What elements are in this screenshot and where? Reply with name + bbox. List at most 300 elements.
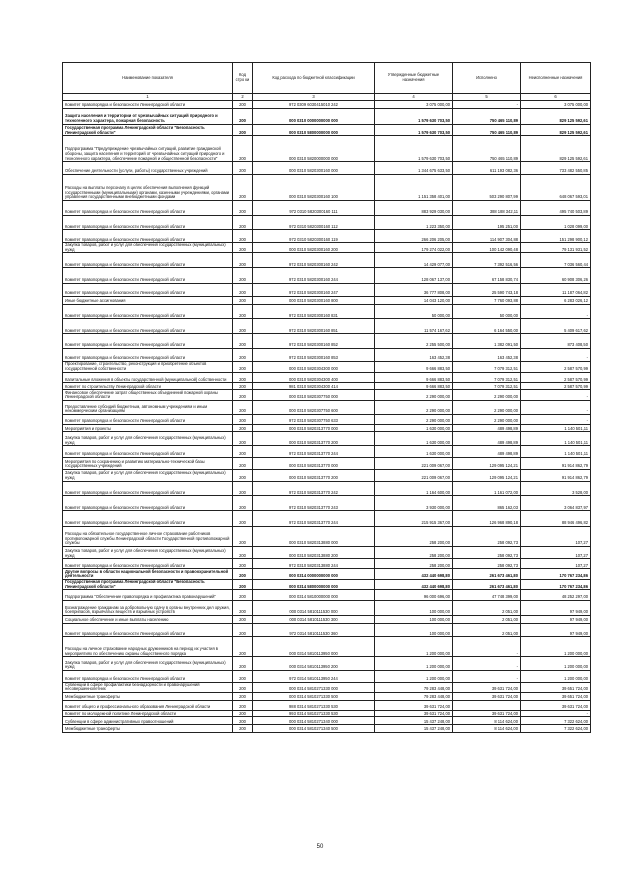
budget-code-cell: 972 0310 5820300160 247: [253, 283, 375, 296]
budget-code-cell: 000 0310 5820300160 100: [253, 174, 375, 200]
indicator-name-cell: Комитет общего и профессионального образования Ленинградской области: [63, 700, 233, 710]
table-row: [63, 414, 591, 424]
unexecuted-amount-cell: 7 036 560,44: [521, 253, 591, 268]
approved-amount-cell: 39 631 724,00: [375, 710, 453, 717]
budget-code-cell: 993 0314 5810271330 530: [253, 710, 375, 717]
line-code-cell: 200: [233, 136, 253, 162]
table-row: [63, 108, 591, 124]
budget-code-cell: 000 0310 5820000000 000: [253, 136, 375, 162]
approved-amount-cell: 1 344 675 633,50: [375, 162, 453, 175]
budget-code-cell: 000 0310 5800000000 000: [253, 124, 375, 136]
executed-amount-cell: 25 590 743,18: [453, 283, 521, 296]
budget-code-cell: 972 0309 6030415010 242: [253, 101, 375, 109]
executed-amount-cell: 100 142 090,48: [453, 243, 521, 253]
indicator-name-cell: Комитет правопорядка и безопасности Ленинградской области: [63, 671, 233, 683]
unexecuted-amount-cell: 873 408,50: [521, 334, 591, 349]
approved-amount-cell: 39 631 724,00: [375, 700, 453, 710]
budget-code-cell: 972 0310 5820313880 244: [253, 559, 375, 569]
unexecuted-amount-cell: 97 949,00: [521, 623, 591, 637]
executed-amount-cell: 8 114 624,00: [453, 717, 521, 725]
column-number-row: [63, 94, 591, 101]
line-code-cell: 200: [233, 457, 253, 469]
indicator-name-cell: Комитет правопорядка и безопасности Ленинградской области: [63, 559, 233, 569]
indicator-name-cell: Иные бюджетные ассигнования: [63, 296, 233, 304]
executed-amount-cell: 39 631 724,00: [453, 693, 521, 701]
executed-amount-cell: 489 498,89: [453, 446, 521, 458]
budget-code-cell: 000 0314 5810113950 000: [253, 637, 375, 657]
table-row: [63, 559, 591, 569]
unexecuted-amount-cell: -: [521, 414, 591, 424]
budget-code-cell: 000 0314 0000000000 000: [253, 569, 375, 580]
budget-code-cell: 000 0310 0000000000 000: [253, 108, 375, 124]
column-number: 5: [453, 94, 521, 101]
table-row: [63, 580, 591, 590]
indicator-name-cell: Межбюджетные трансферты: [63, 725, 233, 733]
budget-code-cell: 000 0310 5820307750 600: [253, 400, 375, 414]
unexecuted-amount-cell: 60 908 306,26: [521, 268, 591, 284]
approved-amount-cell: 1 630 000,00: [375, 446, 453, 458]
line-code-cell: 200: [233, 657, 253, 671]
indicator-name-cell: Расходы на личное страхование народных дружинников на период их участия в мероприятиях по обеспечению охраны общественного порядка: [63, 637, 233, 657]
unexecuted-amount-cell: 829 125 592,61: [521, 108, 591, 124]
approved-amount-cell: 14 429 077,00: [375, 253, 453, 268]
budget-code-cell: 000 0310 5820313880 200: [253, 546, 375, 559]
executed-amount-cell: 7 079 312,51: [453, 372, 521, 383]
line-code-cell: 200: [233, 546, 253, 559]
line-code-cell: 200: [233, 424, 253, 432]
approved-amount-cell: 9 666 883,50: [375, 361, 453, 372]
approved-amount-cell: 50 000,00: [375, 304, 453, 319]
line-code-cell: 200: [233, 108, 253, 124]
unexecuted-amount-cell: 39 651 724,00: [521, 682, 591, 692]
indicator-name-cell: Закупка товаров, работ и услуг для обеспечения государственных (муниципальных) нужд: [63, 546, 233, 559]
table-row: [63, 243, 591, 253]
executed-amount-cell: 50 000,00: [453, 304, 521, 319]
line-code-cell: 200: [233, 710, 253, 717]
line-code-cell: 200: [233, 319, 253, 334]
unexecuted-amount-cell: 1 140 501,11: [521, 432, 591, 446]
budget-code-cell: 000 0310 5820313770 000: [253, 457, 375, 469]
indicator-name-cell: Комитет правопорядка и безопасности Ленинградской области: [63, 268, 233, 284]
line-code-cell: 200: [233, 361, 253, 372]
line-code-cell: 200: [233, 162, 253, 175]
table-row: [63, 615, 591, 623]
column-number: 2: [233, 94, 253, 101]
indicator-name-cell: Комитет правопорядка и безопасности Ленинградской области: [63, 511, 233, 527]
budget-code-cell: 000 0310 5820304300 400: [253, 372, 375, 383]
table-row: [63, 200, 591, 215]
executed-amount-cell: 261 673 461,80: [453, 580, 521, 590]
line-code-cell: 200: [233, 511, 253, 527]
line-code-cell: 200: [233, 304, 253, 319]
executed-amount-cell: 67 158 830,74: [453, 268, 521, 284]
approved-amount-cell: 79 283 448,00: [375, 682, 453, 692]
approved-amount-cell: 221 009 067,00: [375, 457, 453, 469]
indicator-name-cell: Закупка товаров, работ и услуг для обеспечения государственных (муниципальных) нужд: [63, 243, 233, 253]
indicator-name-cell: Комитет правопорядка и безопасности Ленинградской области: [63, 253, 233, 268]
table-row: [63, 657, 591, 671]
unexecuted-amount-cell: -: [521, 710, 591, 717]
line-code-cell: 200: [233, 496, 253, 511]
line-code-cell: 200: [233, 637, 253, 657]
column-number: 1: [63, 94, 233, 101]
table-row: [63, 101, 591, 109]
approved-amount-cell: 258 200,00: [375, 559, 453, 569]
executed-amount-cell: 2 290 000,00: [453, 390, 521, 401]
indicator-name-cell: Комитет правопорядка и безопасности Ленинградской области: [63, 215, 233, 230]
unexecuted-amount-cell: 1 028 099,00: [521, 215, 591, 230]
line-code-cell: 200: [233, 230, 253, 243]
line-code-cell: 200: [233, 700, 253, 710]
unexecuted-amount-cell: 1 200 000,00: [521, 657, 591, 671]
approved-amount-cell: 221 009 067,00: [375, 469, 453, 481]
table-row: [63, 424, 591, 432]
executed-amount-cell: 388 188 342,11: [453, 200, 521, 215]
unexecuted-amount-cell: 11 187 064,82: [521, 283, 591, 296]
line-code-cell: 200: [233, 334, 253, 349]
approved-amount-cell: 9 666 883,50: [375, 383, 453, 390]
unexecuted-amount-cell: 48 252 297,00: [521, 590, 591, 601]
unexecuted-amount-cell: 107,27: [521, 546, 591, 559]
unexecuted-amount-cell: 151 298 900,12: [521, 230, 591, 243]
budget-code-cell: 000 0310 5820304300 000: [253, 361, 375, 372]
executed-amount-cell: 258 092,73: [453, 559, 521, 569]
approved-amount-cell: 15 437 248,00: [375, 717, 453, 725]
indicator-name-cell: Комитет правопорядка и безопасности Ленинградской области: [63, 101, 233, 109]
unexecuted-amount-cell: 97 949,00: [521, 615, 591, 623]
indicator-name-cell: Комитет правопорядка и безопасности Ленинградской области: [63, 283, 233, 296]
unexecuted-amount-cell: 6 283 026,12: [521, 296, 591, 304]
header-budget-code: Код расхода по бюджетной классификации: [253, 63, 375, 94]
table-row: [63, 637, 591, 657]
unexecuted-amount-cell: 88 946 496,82: [521, 511, 591, 527]
line-code-cell: 200: [233, 414, 253, 424]
executed-amount-cell: 261 673 461,80: [453, 569, 521, 580]
indicator-name-cell: Расходы на выплаты персоналу в целях обеспечения выполнения функций государственными (муниципальными) органами, казенными учреждениями, органами управления государственными внебюджетными фондами: [63, 174, 233, 200]
line-code-cell: 200: [233, 268, 253, 284]
budget-code-cell: 000 0310 5820313770 000: [253, 424, 375, 432]
approved-amount-cell: 1 579 630 703,50: [375, 136, 453, 162]
report-sheet: [62, 62, 590, 733]
table-row: [63, 481, 591, 496]
indicator-name-cell: Комитет по молодежной политике Ленинградской области: [63, 710, 233, 717]
budget-code-cell: 000 0314 5810271340 500: [253, 725, 375, 733]
indicator-name-cell: Государственная программа Ленинградской области "Безопасность Ленинградской области": [63, 580, 233, 590]
approved-amount-cell: 2 290 000,00: [375, 414, 453, 424]
line-code-cell: 200: [233, 253, 253, 268]
executed-amount-cell: 126 968 890,18: [453, 511, 521, 527]
indicator-name-cell: Обеспечение деятельности (услуги, работы) государственных учреждений: [63, 162, 233, 175]
unexecuted-amount-cell: 7 322 624,00: [521, 717, 591, 725]
header-approved: Утвержденные бюджетные назначения: [375, 63, 453, 94]
line-code-cell: 200: [233, 590, 253, 601]
indicator-name-cell: Комитет правопорядка и безопасности Ленинградской области: [63, 496, 233, 511]
approved-amount-cell: 883 929 030,00: [375, 200, 453, 215]
indicator-name-cell: Комитет по строительству Ленинградской области: [63, 383, 233, 390]
unexecuted-amount-cell: 91 914 862,79: [521, 469, 591, 481]
table-row: [63, 174, 591, 200]
executed-amount-cell: 8 114 624,00: [453, 725, 521, 733]
line-code-cell: 200: [233, 432, 253, 446]
line-code-cell: 200: [233, 682, 253, 692]
indicator-name-cell: Мероприятия и проекты: [63, 424, 233, 432]
approved-amount-cell: 15 437 248,00: [375, 725, 453, 733]
unexecuted-amount-cell: 495 740 503,89: [521, 200, 591, 215]
indicator-name-cell: Комитет правопорядка и безопасности Ленинградской области: [63, 414, 233, 424]
indicator-name-cell: Закупка товаров, работ и услуг для обеспечения государственных (муниципальных) нужд: [63, 432, 233, 446]
executed-amount-cell: 7 760 093,88: [453, 296, 521, 304]
executed-amount-cell: 7 392 516,56: [453, 253, 521, 268]
executed-amount-cell: 2 051,00: [453, 623, 521, 637]
table-row: [63, 296, 591, 304]
executed-amount-cell: -: [453, 671, 521, 683]
budget-code-cell: 972 0310 5820313770 244: [253, 511, 375, 527]
approved-amount-cell: 1 223 350,00: [375, 215, 453, 230]
line-code-cell: 200: [233, 296, 253, 304]
unexecuted-amount-cell: 2 587 570,99: [521, 361, 591, 372]
table-row: [63, 215, 591, 230]
executed-amount-cell: 2 051,00: [453, 601, 521, 616]
table-row: [63, 601, 591, 616]
table-row: [63, 348, 591, 361]
budget-code-cell: 000 0314 5810111530 000: [253, 601, 375, 616]
line-code-cell: 200: [233, 569, 253, 580]
executed-amount-cell: 47 748 399,00: [453, 590, 521, 601]
executed-amount-cell: 129 095 124,21: [453, 457, 521, 469]
approved-amount-cell: 14 043 120,00: [375, 296, 453, 304]
budget-code-cell: 000 0310 5820300160 000: [253, 162, 375, 175]
unexecuted-amount-cell: 39 651 724,00: [521, 693, 591, 701]
table-row: [63, 319, 591, 334]
page-number: 50: [316, 844, 324, 850]
approved-amount-cell: 128 067 137,00: [375, 268, 453, 284]
table-row: [63, 283, 591, 296]
indicator-name-cell: Межбюджетные трансферты: [63, 693, 233, 701]
approved-amount-cell: 3 930 000,00: [375, 496, 453, 511]
approved-amount-cell: 100 000,00: [375, 601, 453, 616]
indicator-name-cell: Субвенции в сфере профилактики безнадзорности и правонарушений несовершеннолетних: [63, 682, 233, 692]
indicator-name-cell: Субвенции в сфере административных правоотношений: [63, 717, 233, 725]
table-row: [63, 590, 591, 601]
budget-code-cell: 000 0310 5820307750 000: [253, 390, 375, 401]
unexecuted-amount-cell: 170 767 234,86: [521, 580, 591, 590]
indicator-name-cell: Другие вопросы в области национальной безопасности и правоохранительной деятельности: [63, 569, 233, 580]
approved-amount-cell: 1 151 358 401,00: [375, 174, 453, 200]
table-body: [63, 101, 591, 733]
table-row: [63, 162, 591, 175]
approved-amount-cell: 1 579 630 703,50: [375, 124, 453, 136]
table-row: [63, 623, 591, 637]
unexecuted-amount-cell: 107,27: [521, 526, 591, 546]
line-code-cell: 200: [233, 559, 253, 569]
header-unexecuted: Неисполненные назначения: [521, 63, 591, 94]
table-row: [63, 334, 591, 349]
table-row: [63, 546, 591, 559]
line-code-cell: 200: [233, 383, 253, 390]
header-line-code: Код стро ки: [233, 63, 253, 94]
budget-code-cell: 000 0310 5820300160 800: [253, 296, 375, 304]
table-row: [63, 710, 591, 717]
indicator-name-cell: Капитальные вложения в объекты государственной (муниципальной) собственности: [63, 372, 233, 383]
table-row: [63, 700, 591, 710]
indicator-name-cell: Защита населения и территории от чрезвычайных ситуаций природного и техногенного характера, пожарная безопасность: [63, 108, 233, 124]
budget-table: [62, 62, 591, 733]
line-code-cell: 200: [233, 400, 253, 414]
table-row: [63, 230, 591, 243]
unexecuted-amount-cell: 107,27: [521, 559, 591, 569]
budget-code-cell: 972 0310 5820300160 244: [253, 268, 375, 284]
indicator-name-cell: Закупка товаров, работ и услуг для обеспечения государственных (муниципальных) нужд: [63, 469, 233, 481]
executed-amount-cell: -: [453, 657, 521, 671]
unexecuted-amount-cell: 91 914 862,79: [521, 457, 591, 469]
line-code-cell: 200: [233, 615, 253, 623]
table-row: [63, 432, 591, 446]
indicator-name-cell: Комитет правопорядка и безопасности Ленинградской области: [63, 304, 233, 319]
executed-amount-cell: 503 290 807,99: [453, 174, 521, 200]
unexecuted-amount-cell: 2 587 570,99: [521, 372, 591, 383]
indicator-name-cell: Комитет правопорядка и безопасности Ленинградской области: [63, 481, 233, 496]
unexecuted-amount-cell: 1 140 501,11: [521, 424, 591, 432]
budget-code-cell: 000 0314 5810271330 000: [253, 682, 375, 692]
table-row: [63, 725, 591, 733]
table-row: [63, 526, 591, 546]
column-number: 6: [521, 94, 591, 101]
unexecuted-amount-cell: -: [521, 390, 591, 401]
budget-code-cell: 972 0310 5820313770 243: [253, 496, 375, 511]
table-row: [63, 383, 591, 390]
indicator-name-cell: Проектирование, строительство, реконструкция и приобретение объектов государственной собственности: [63, 361, 233, 372]
unexecuted-amount-cell: 733 482 550,85: [521, 162, 591, 175]
line-code-cell: 200: [233, 446, 253, 458]
header-executed: Исполнено: [453, 63, 521, 94]
unexecuted-amount-cell: 1 200 000,00: [521, 637, 591, 657]
line-code-cell: 200: [233, 372, 253, 383]
executed-amount-cell: 129 095 124,21: [453, 469, 521, 481]
executed-amount-cell: 865 162,03: [453, 496, 521, 511]
unexecuted-amount-cell: 3 064 837,97: [521, 496, 591, 511]
budget-code-cell: 972 0310 5820300160 831: [253, 304, 375, 319]
approved-amount-cell: 9 666 883,50: [375, 372, 453, 383]
table-row: [63, 693, 591, 701]
indicator-name-cell: Вознаграждение гражданам за добровольную сдачу в органы внутренних дел оружия, боеприпасов, взрывчатых веществ и взрывных устройств: [63, 601, 233, 616]
executed-amount-cell: 195 251,00: [453, 215, 521, 230]
approved-amount-cell: 1 200 000,00: [375, 657, 453, 671]
table-row: [63, 682, 591, 692]
budget-code-cell: 000 0314 5810271330 500: [253, 693, 375, 701]
executed-amount-cell: 2 051,00: [453, 615, 521, 623]
approved-amount-cell: 100 000,00: [375, 615, 453, 623]
executed-amount-cell: 2 290 000,00: [453, 414, 521, 424]
table-row: [63, 400, 591, 414]
approved-amount-cell: 258 200,00: [375, 546, 453, 559]
column-number: 4: [375, 94, 453, 101]
executed-amount-cell: -: [453, 101, 521, 109]
line-code-cell: 200: [233, 526, 253, 546]
table-row: [63, 124, 591, 136]
line-code-cell: 200: [233, 348, 253, 361]
table-row: [63, 717, 591, 725]
budget-code-cell: 972 0310 5820300160 853: [253, 348, 375, 361]
executed-amount-cell: 2 290 000,00: [453, 400, 521, 414]
indicator-name-cell: Комитет правопорядка и безопасности Ленинградской области: [63, 200, 233, 215]
line-code-cell: 200: [233, 671, 253, 683]
indicator-name-cell: Предоставление субсидий бюджетным, автономным учреждениям и иным некоммерческим организациям: [63, 400, 233, 414]
executed-amount-cell: 39 631 724,00: [453, 710, 521, 717]
budget-code-cell: 000 0314 5800000000 000: [253, 580, 375, 590]
table-row: [63, 671, 591, 683]
table-row: [63, 469, 591, 481]
budget-code-cell: 000 0314 5810111530 300: [253, 615, 375, 623]
unexecuted-amount-cell: 79 131 931,52: [521, 243, 591, 253]
budget-code-cell: 972 0310 5820300160 852: [253, 334, 375, 349]
budget-code-cell: 000 0310 5820300160 200: [253, 243, 375, 253]
approved-amount-cell: 163 452,38: [375, 348, 453, 361]
line-code-cell: 200: [233, 200, 253, 215]
line-code-cell: 200: [233, 390, 253, 401]
unexecuted-amount-cell: 648 067 593,01: [521, 174, 591, 200]
unexecuted-amount-cell: 97 949,00: [521, 601, 591, 616]
table-row: [63, 268, 591, 284]
executed-amount-cell: 39 631 724,00: [453, 682, 521, 692]
executed-amount-cell: 1 161 072,00: [453, 481, 521, 496]
executed-amount-cell: 7 079 312,51: [453, 383, 521, 390]
unexecuted-amount-cell: -: [521, 400, 591, 414]
approved-amount-cell: 432 440 698,80: [375, 580, 453, 590]
approved-amount-cell: 96 000 696,00: [375, 590, 453, 601]
approved-amount-cell: 2 255 500,00: [375, 334, 453, 349]
table-row: [63, 496, 591, 511]
unexecuted-amount-cell: 2 587 570,99: [521, 383, 591, 390]
unexecuted-amount-cell: 829 125 592,61: [521, 136, 591, 162]
executed-amount-cell: 489 498,89: [453, 424, 521, 432]
budget-code-cell: 972 0310 5820300160 119: [253, 230, 375, 243]
table-header-row: [63, 63, 591, 94]
indicator-name-cell: Расходы на обязательное государственное личное страхование работников противопожарной службы Ленинградской области Государственной противопожарной службы: [63, 526, 233, 546]
budget-code-cell: 972 0310 5820300160 242: [253, 253, 375, 268]
table-row: [63, 304, 591, 319]
indicator-name-cell: Комитет правопорядка и безопасности Ленинградской области: [63, 334, 233, 349]
table-row: [63, 372, 591, 383]
budget-code-cell: 000 0314 5810000000 000: [253, 590, 375, 601]
approved-amount-cell: 11 574 167,62: [375, 319, 453, 334]
table-row: [63, 253, 591, 268]
indicator-name-cell: Комитет правопорядка и безопасности Ленинградской области: [63, 623, 233, 637]
unexecuted-amount-cell: -: [521, 348, 591, 361]
line-code-cell: 200: [233, 580, 253, 590]
header-indicator-name: Наименование показателя: [63, 63, 233, 94]
executed-amount-cell: [453, 700, 521, 710]
budget-code-cell: 972 0310 5820307750 633: [253, 414, 375, 424]
approved-amount-cell: 1 579 630 703,50: [375, 108, 453, 124]
table-row: [63, 361, 591, 372]
executed-amount-cell: 258 092,73: [453, 546, 521, 559]
budget-code-cell: 000 0314 5810113950 200: [253, 657, 375, 671]
table-row: [63, 390, 591, 401]
budget-code-cell: 000 0310 5820313880 000: [253, 526, 375, 546]
indicator-name-cell: Закупка товаров, работ и услуг для обеспечения государственных (муниципальных) нужд: [63, 657, 233, 671]
line-code-cell: 200: [233, 601, 253, 616]
budget-code-cell: 000 0314 5810271340 000: [253, 717, 375, 725]
approved-amount-cell: 1 630 000,00: [375, 424, 453, 432]
executed-amount-cell: 750 465 110,89: [453, 136, 521, 162]
executed-amount-cell: 114 907 304,88: [453, 230, 521, 243]
line-code-cell: 200: [233, 283, 253, 296]
indicator-name-cell: Финансовое обеспечение затрат общественных объединений пожарной охраны Ленинградской области: [63, 390, 233, 401]
approved-amount-cell: 2 290 000,00: [375, 400, 453, 414]
executed-amount-cell: 489 498,89: [453, 432, 521, 446]
indicator-name-cell: Подпрограмма "Предупреждение чрезвычайных ситуаций, развитие гражданской обороны, защита населения и территорий от чрезвычайных ситуаций природного и техногенного характера, обеспечение пожарной и общественной безопасности": [63, 136, 233, 162]
budget-code-cell: 972 0314 5810111530 360: [253, 623, 375, 637]
